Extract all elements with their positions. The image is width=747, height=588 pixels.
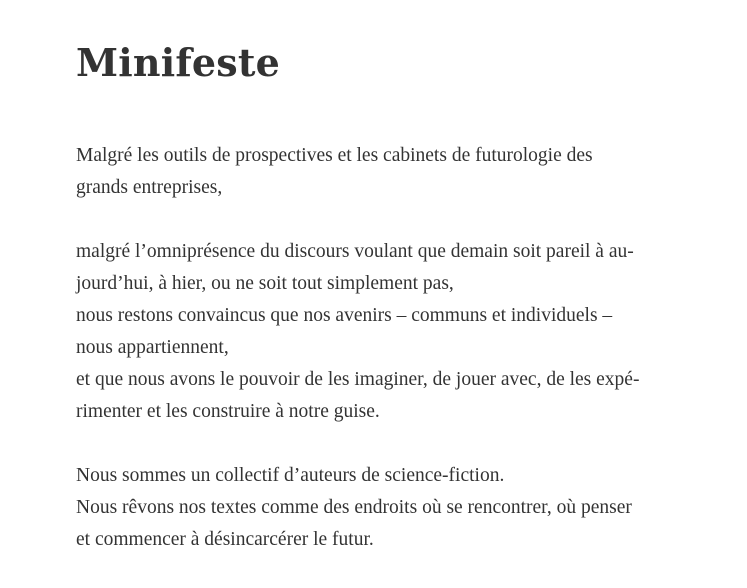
text-line: nous restons convaincus que nos avenirs – communs et individuels – bbox=[76, 305, 613, 326]
text-line: jourd’hui, à hier, ou ne soit tout simplement pas, bbox=[76, 273, 454, 294]
text-line: et commencer à désincarcérer le futur. bbox=[76, 529, 374, 550]
article bbox=[76, 0, 728, 588]
article-body bbox=[76, 140, 728, 556]
paragraph-2 bbox=[76, 236, 728, 428]
page-title: Minifeste bbox=[76, 40, 281, 85]
text-line: rimenter et les construire à notre guise. bbox=[76, 401, 380, 422]
text-line: et que nous avons le pouvoir de les imaginer, de jouer avec, de les expé- bbox=[76, 369, 640, 390]
text-line: grands entreprises, bbox=[76, 177, 223, 198]
text-line: nous appartiennent, bbox=[76, 337, 229, 358]
text-line: Nous rêvons nos textes comme des endroits où se rencontrer, où penser bbox=[76, 497, 632, 518]
text-line: Nous sommes un collectif d’auteurs de science-fiction. bbox=[76, 465, 505, 486]
text-line: Malgré les outils de prospectives et les cabinets de futurologie des bbox=[76, 145, 593, 166]
paragraph-1 bbox=[76, 140, 728, 204]
text-line: malgré l’omniprésence du discours voulant que demain soit pareil à au- bbox=[76, 241, 634, 262]
paragraph-3 bbox=[76, 460, 728, 556]
